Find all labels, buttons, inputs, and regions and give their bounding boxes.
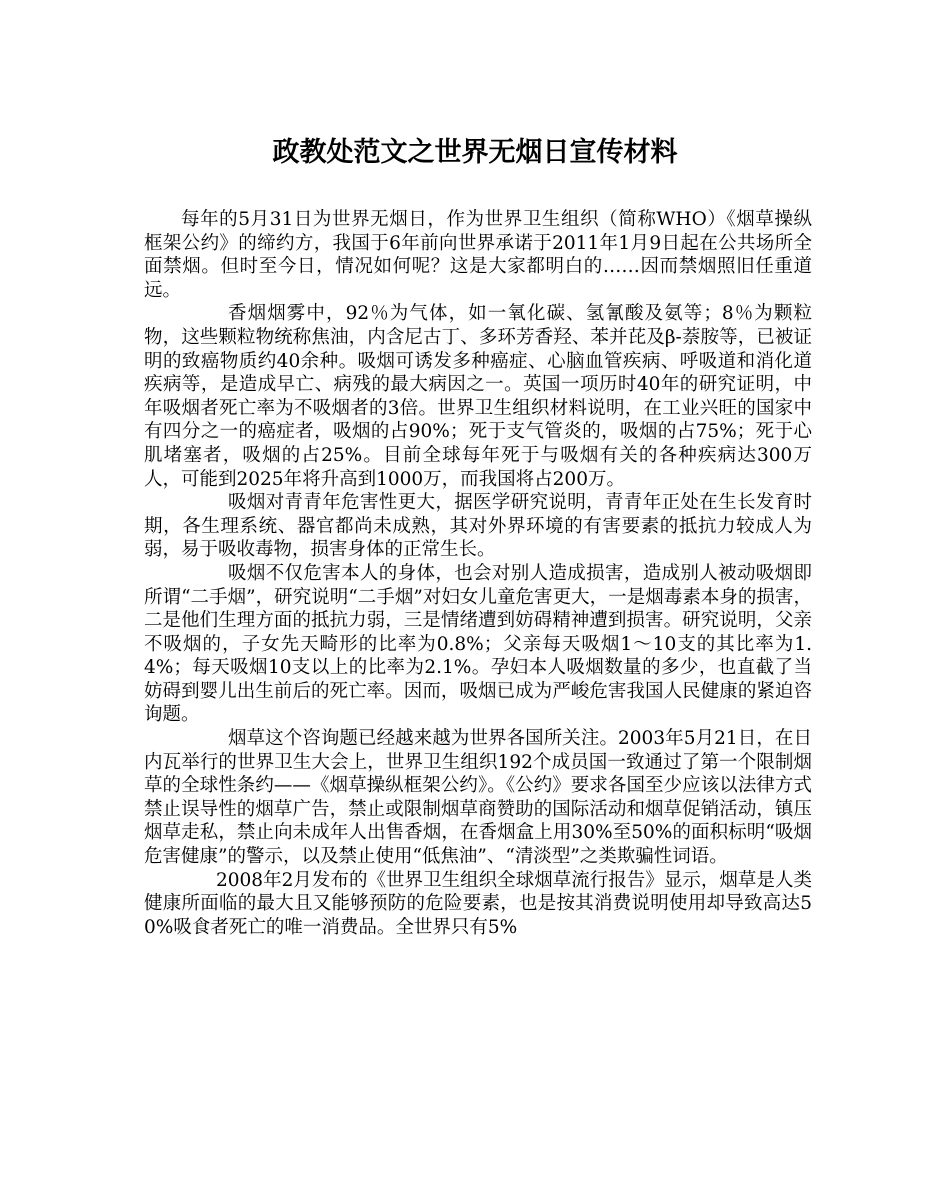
document-body [144,208,812,939]
paragraph-smoke-composition: 香烟烟雾中，92％为气体，如一氧化碳、氢氰酸及氨等；8％为颗粒物，这些颗粒物统称焦油，内含尼古丁、多环芳香羟、苯并芘及β-萘胺等，已被证明的致癌物质约40余种。吸烟可诱发多种癌症、心脑血管疾病、呼吸道和消化道疾病等，是造成早亡、病残的最大病因之一。英国一项历时40年的研究证明，中年吸烟者死亡率为不吸烟者的3倍。世界卫生组织材料说明，在工业兴旺的国家中有四分之一的癌症者，吸烟的占90%；死于支气管炎的，吸烟的占75%；死于心肌堵塞者，吸烟的占25%。目前全球每年死于与吸烟有关的各种疾病达300万人，可能到2025年将升高到1000万，而我国将占200万。 [144,303,812,490]
paragraph-youth-harm: 吸烟对青青年危害性更大，据医学研究说明，青青年正处在生长发育时期，各生理系统、器官都尚未成熟，其对外界环境的有害要素的抵抗力较成人为弱，易于吸收毒物，损害身体的正常生长。 [144,492,812,561]
paragraph-world-no-tobacco-day: 每年的5月31日为世界无烟日，作为世界卫生组织（简称WHO）《烟草操纵框架公约》的缔约方，我国于6年前向世界承诺于2011年1月9日起在公共场所全面禁烟。但时至今日，情况如何呢？这是大家都明白的……因而禁烟照旧任重道远。 [144,209,812,301]
document-title: 政教处范文之世界无烟日宣传材料 [272,137,678,168]
paragraph-who-report-2008: 2008年2月发布的《世界卫生组织全球烟草流行报告》显示，烟草是人类健康所面临的最大且又能够预防的危险要素，也是按其消费说明使用却导致高达50%吸食者死亡的唯一消费品。全世界只有5% [144,869,812,938]
paragraph-framework-convention: 烟草这个咨询题已经越来越为世界各国所关注。2003年5月21日，在日内瓦举行的世界卫生大会上，世界卫生组织192个成员国一致通过了第一个限制烟草的全球性条约——《烟草操纵框架公约》。《公约》要求各国至少应该以法律方式禁止误导性的烟草广告，禁止或限制烟草商赞助的国际活动和烟草促销活动，镇压烟草走私，禁止向未成年人出售香烟，在香烟盒上用30%至50%的面积标明“吸烟危害健康”的警示，以及禁止使用“低焦油”、“清淡型”之类欺骗性词语。 [144,728,812,868]
paragraph-second-hand-smoke: 吸烟不仅危害本人的身体，也会对别人造成损害，造成别人被动吸烟即所谓“二手烟”，研究说明“二手烟”对妇女儿童危害更大，一是烟毒素本身的损害，二是他们生理方面的抵抗力弱，三是情绪遭到妨碍精神遭到损害。研究说明，父亲不吸烟的，子女先天畸形的比率为0.8%；父亲每天吸烟1～10支的其比率为1.4%；每天吸烟10支以上的比率为2.1%。孕妇本人吸烟数量的多少，也直截了当妨碍到婴儿出生前后的死亡率。因而，吸烟已成为严峻危害我国人民健康的紧迫咨询题。 [144,562,812,726]
